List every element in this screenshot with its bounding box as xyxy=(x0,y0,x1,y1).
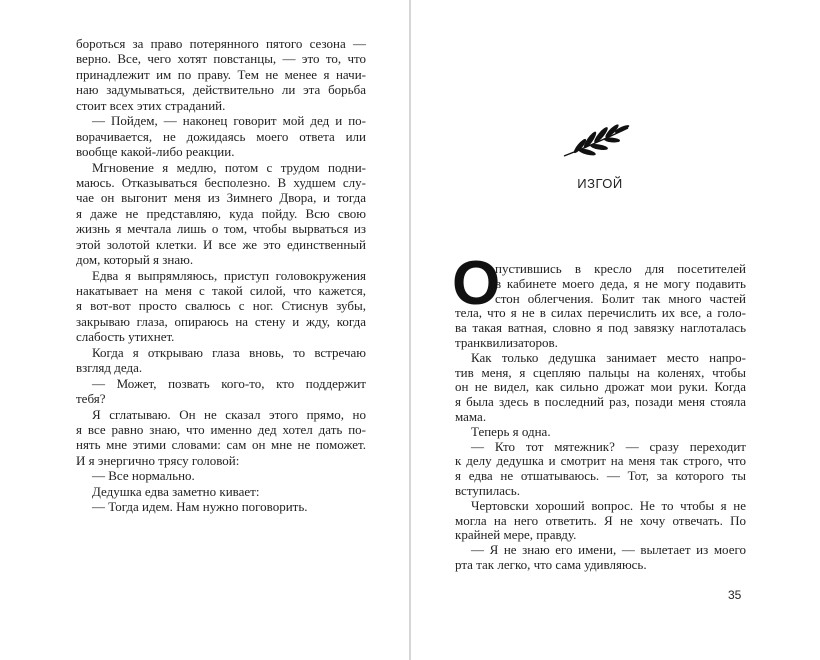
text-line: верно. Все, чего хотят повстанцы, — это то, что xyxy=(76,51,366,67)
text-line: Как только дедушка занимает место напро- xyxy=(471,349,746,365)
left-page-text xyxy=(76,36,366,515)
text-line: — Тогда идем. Нам нужно поговорить. xyxy=(92,499,308,515)
text-line: тив меня, я сцепляю пальцы на коленях, чтобы xyxy=(455,364,746,380)
text-line: — Все нормально. xyxy=(92,468,195,484)
text-line: чае он выгонит меня из Зимнего Двора, и тогда xyxy=(76,190,366,206)
text-line: наю задумываться, действительно ли эта борьба xyxy=(76,82,366,98)
text-line: Теперь я одна. xyxy=(471,423,551,439)
text-line: тебя? xyxy=(76,391,106,407)
text-line: Когда я открываю глаза вновь, то встречаю xyxy=(92,344,366,360)
text-line: крайней мере, правду. xyxy=(455,527,577,543)
text-line: принадлежит им по праву. Тем не менее я начи- xyxy=(76,66,366,82)
text-line: транквилизаторов. xyxy=(455,334,558,350)
text-line: Дедушка едва заметно кивает: xyxy=(92,483,260,499)
book-gutter xyxy=(409,0,411,660)
text-line: я вот-вот просто свалюсь с ног. Стиснув зубы, xyxy=(76,298,366,314)
text-line: стон облегчения. Болит так много частей xyxy=(495,290,746,306)
text-line: Чертовски хороший вопрос. Не то чтобы я не xyxy=(471,497,746,513)
text-line: я даже не представляю, куда пойду. Всю свою xyxy=(76,205,366,221)
text-line: ва такая ватная, словно я под завязку наглоталась xyxy=(455,320,746,336)
text-line: рта так легко, что сама удивляюсь. xyxy=(455,556,647,572)
text-line: дом, который я знаю. xyxy=(76,252,194,268)
text-line: ворачивается, не дожидаясь моего ответа или xyxy=(76,128,366,144)
text-line: я была здесь в последний раз, позади меня стояла xyxy=(455,394,746,410)
text-line: я все равно знаю, что именно дед хотел дать по- xyxy=(76,421,366,437)
text-line: маюсь. Отказываться бесполезно. В худшем слу- xyxy=(76,174,366,190)
text-line: нять мне этими словами: сам он мне не поможет. xyxy=(76,437,366,453)
text-line: закрываю глаза, опираюсь на стену и жду, когда xyxy=(76,313,366,329)
text-line: вступилась. xyxy=(455,482,520,498)
text-line: накатывает на меня с такой силой, что кажется, xyxy=(76,283,366,298)
text-line: пустившись в кресло для посетителей xyxy=(495,261,746,276)
text-line: к делу дедушка и смотрит на меня так строго, что xyxy=(455,453,746,469)
text-line: мама. xyxy=(455,408,487,424)
text-line: я едва не отшатываюсь. — Тот, за которого ты xyxy=(455,468,746,484)
chapter-title: ИЗГОЙ xyxy=(577,176,623,191)
text-line: этой золотой клетки. И все же это единственный xyxy=(76,236,366,252)
text-line: могла на него ответить. Я не хочу отвечать. По xyxy=(455,512,746,528)
text-line: — Может, позвать кого-то, кто поддержит xyxy=(92,375,366,391)
text-line: — Кто тот мятежник? — сразу переходит xyxy=(471,438,746,454)
text-line: Я сглатываю. Он не сказал этого прямо, но xyxy=(92,406,366,422)
text-line: стоит всех этих страданий. xyxy=(76,97,226,113)
text-line: бороться за право потерянного пятого сезона — xyxy=(76,36,366,51)
text-line: Мгновение я медлю, потом с трудом подни- xyxy=(92,159,366,175)
text-line: — Я не знаю его имени, — вылетает из моего xyxy=(471,542,746,558)
text-line: он не видел, как сильно дрожат мои руки. Когда xyxy=(455,379,746,395)
text-line: взгляд деда. xyxy=(76,360,143,376)
text-line: в кабинете моего деда, я не могу подавить xyxy=(495,275,746,291)
text-line: тела, что я не в силах перечислить их все, а голо- xyxy=(455,305,746,321)
page-number: 35 xyxy=(728,588,742,602)
right-page-text xyxy=(452,249,746,573)
text-line: вообще какой-либо реакции. xyxy=(76,144,235,160)
text-line: Едва я выпрямляюсь, приступ головокружения xyxy=(92,267,366,283)
text-line: жизнь я мечтала лишь о том, чтобы вырваться из xyxy=(76,221,366,237)
leaf-branch-icon xyxy=(560,122,635,162)
text-line: И я энергично трясу головой: xyxy=(76,452,240,468)
text-line: — Пойдем, — наконец говорит мой дед и по- xyxy=(92,113,366,129)
drop-cap: О xyxy=(452,249,501,318)
text-line: слабость утихнет. xyxy=(76,329,175,345)
